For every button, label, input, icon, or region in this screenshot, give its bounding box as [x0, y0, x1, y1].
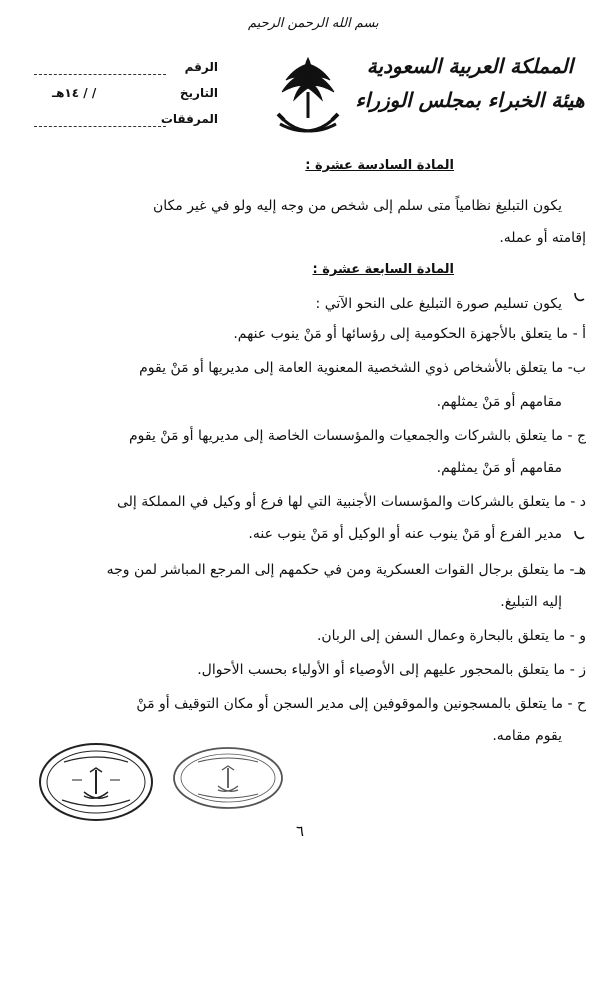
date-label: التاريخ	[179, 86, 218, 100]
reference-label: الرقم	[184, 60, 218, 74]
official-stamp	[36, 740, 156, 824]
government-name: المملكة العربية السعودية	[366, 54, 574, 78]
list-item: ز - ما يتعلق بالمحجور عليهم إلى الأوصياء أو الأولياء بحسب الأحوال.	[197, 662, 586, 678]
list-item: و - ما يتعلق بالبحارة وعمال السفن إلى الربان.	[316, 628, 586, 644]
official-stamp	[170, 744, 286, 812]
article-17-intro: يكون تسليم صورة التبليغ على النحو الآتي :	[315, 296, 562, 312]
authority-name: هيئة الخبراء بمجلس الوزراء	[355, 88, 585, 112]
reference-blank-line	[34, 74, 166, 75]
list-item: هـ- ما يتعلق برجال القوات العسكرية ومن في حكمهم إلى المرجع المباشر لمن وجه	[106, 562, 586, 578]
list-item: ح - ما يتعلق بالمسجونين والموقوفين إلى مدير السجن أو مكان التوقيف أو مَنْ	[136, 696, 586, 712]
list-item-continuation: مدير الفرع أو مَنْ ينوب عنه أو الوكيل أو مَنْ ينوب عنه.	[248, 526, 562, 542]
list-item: د - ما يتعلق بالشركات والمؤسسات الأجنبية التي لها فرع أو وكيل في المملكة إلى	[116, 494, 586, 510]
attachments-blank-line	[34, 126, 166, 127]
article-16-line: إقامته أو عمله.	[499, 230, 586, 246]
reference-number-row	[34, 60, 218, 80]
margin-mark	[572, 528, 586, 542]
palm-swords-emblem	[270, 52, 346, 144]
list-item: ج - ما يتعلق بالشركات والجمعيات والمؤسسات الخاصة إلى مديريها أو مَنْ يقوم	[128, 428, 586, 444]
date-value: / / ١٤هـ	[52, 86, 97, 100]
article-16-line: يكون التبليغ نظامياً متى سلم إلى شخص من وجه إليه ولو في غير مكان	[153, 198, 562, 214]
attachments-row	[34, 112, 218, 132]
attachments-label: المرفقات	[160, 112, 218, 126]
list-item-continuation: يقوم مقامه.	[492, 728, 562, 744]
list-item: أ - ما يتعلق بالأجهزة الحكومية إلى رؤسائها أو مَنْ ينوب عنهم.	[233, 326, 586, 342]
list-item-continuation: مقامهم أو مَنْ يمثلهم.	[436, 460, 562, 476]
basmala: بسم الله الرحمن الرحيم	[248, 16, 379, 31]
article-17-heading: المادة السابعة عشرة :	[312, 262, 454, 277]
article-16-heading: المادة السادسة عشرة :	[305, 158, 454, 173]
page-number: ٦	[296, 822, 305, 840]
list-item-continuation: مقامهم أو مَنْ يمثلهم.	[436, 394, 562, 410]
date-row	[34, 86, 218, 106]
list-item-continuation: إليه التبليغ.	[500, 594, 562, 610]
margin-mark	[572, 290, 586, 304]
list-item: ب- ما يتعلق بالأشخاص ذوي الشخصية المعنوية العامة إلى مديريها أو مَنْ يقوم	[139, 360, 586, 376]
